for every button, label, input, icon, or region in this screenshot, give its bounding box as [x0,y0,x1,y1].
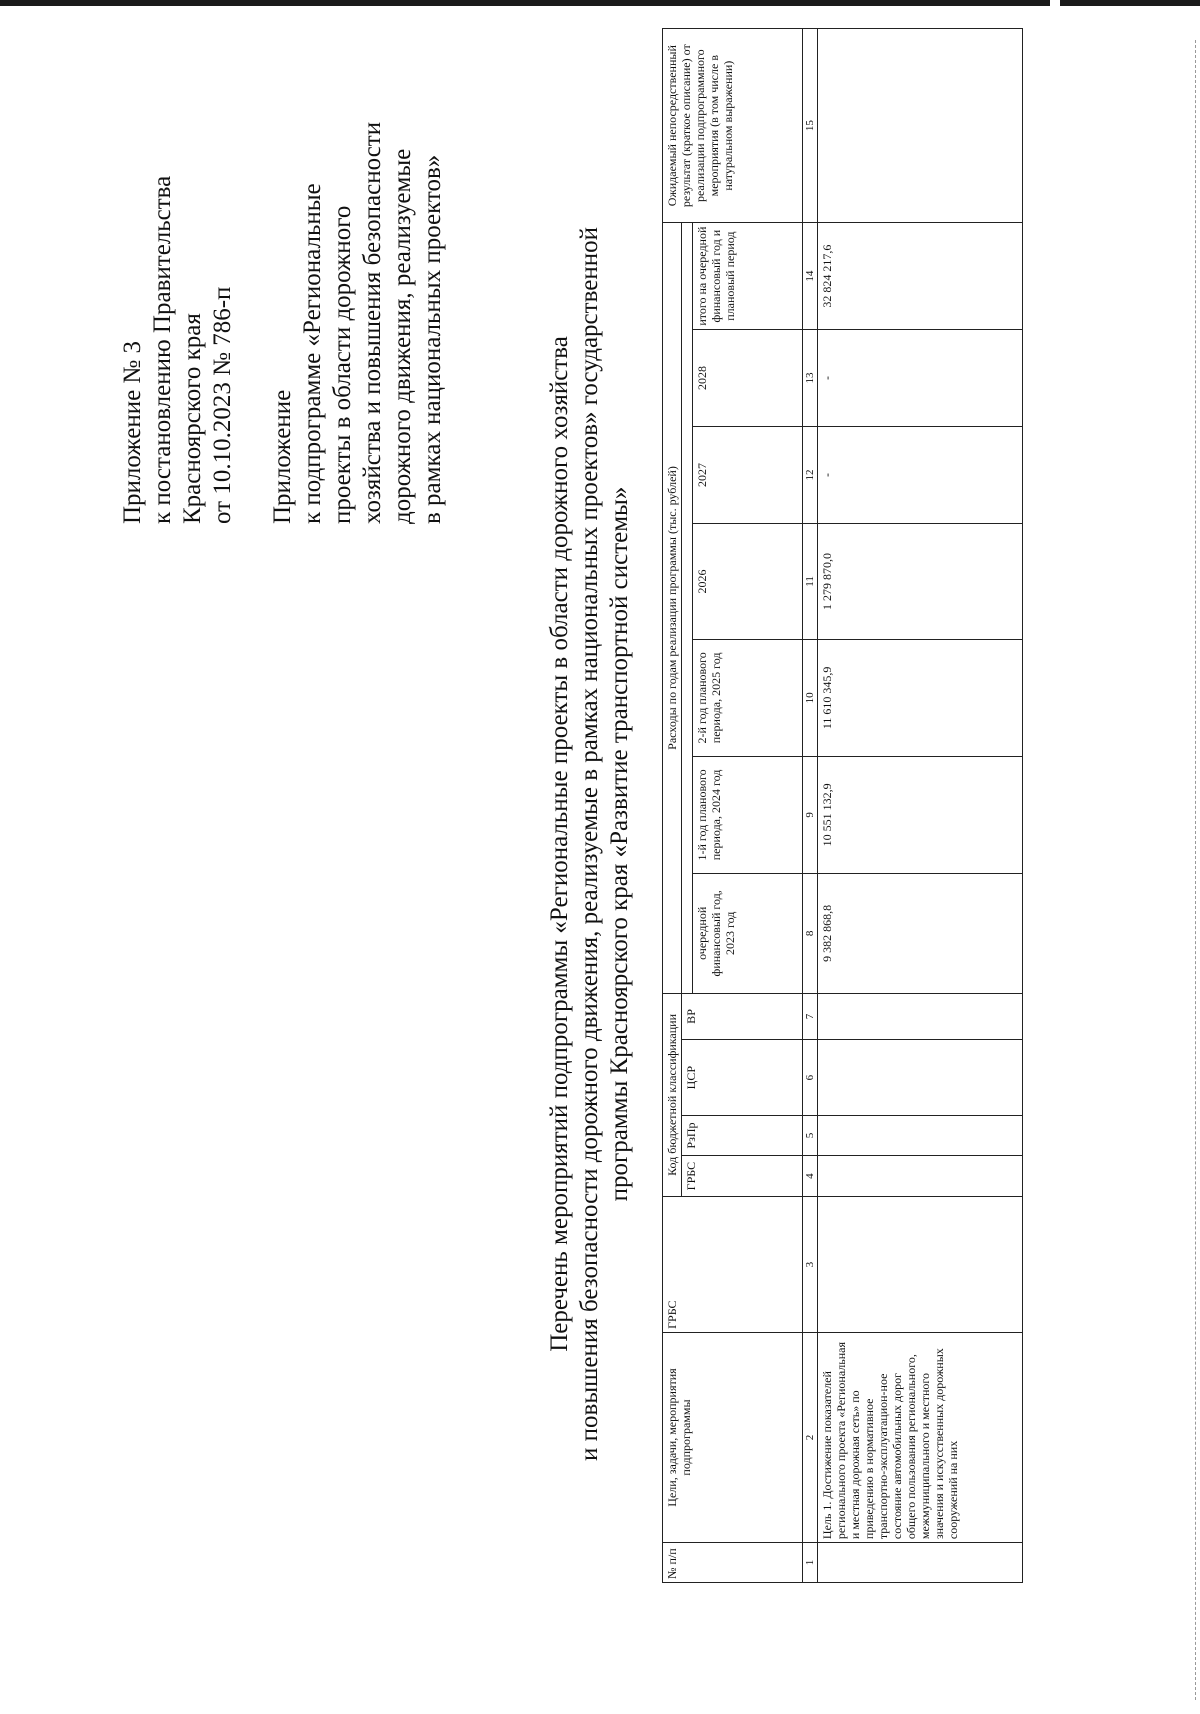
header-csr: ЦСР [682,1040,803,1116]
appendix2-line: к подпрограмме «Региональные [299,183,326,524]
cell-csr [818,1040,1023,1116]
header-total: итого на очередной финансовый год и плановый период [693,223,803,330]
header-2027: 2027 [693,426,803,523]
header-expenses-spacer [682,223,693,993]
title-line: программы Красноярского края «Развитие транспортной системы» [606,486,633,1202]
appendix2-line: хозяйства и повышения безопасности [359,121,386,524]
measures-table [662,28,1023,1583]
appendix2-line: Приложение [269,389,296,524]
table-row [818,29,1023,1583]
column-number: 13 [803,329,818,426]
title-line: и повышения безопасности дорожного движения, реализуемые в рамках национальных проектов» государственной [576,227,603,1461]
column-number: 10 [803,639,818,756]
header-result: Ожидаемый непосредственный результат (краткое описание) от реализации подпрограммного мероприятия (в том числе в натуральном выражении) [663,29,803,223]
header-grbs: ГРБС [663,1197,803,1333]
header-rzpr: РзПр [682,1116,803,1156]
cell-rzpr [818,1116,1023,1156]
cell-2028: - [818,329,1023,426]
cell-num [818,1543,1023,1583]
column-number: 12 [803,426,818,523]
column-number: 3 [803,1197,818,1333]
header-2028: 2028 [693,329,803,426]
column-number: 6 [803,1040,818,1116]
header-expenses: Расходы по годам реализации программы (тыс. рублей) [663,223,682,993]
header-vr: ВР [682,993,803,1040]
column-number: 15 [803,29,818,223]
column-number: 1 [803,1543,818,1583]
appendix-line: к постановлению Правительства [149,175,176,524]
column-number: 14 [803,223,818,330]
cell-2026: 1 279 870,0 [818,524,1023,640]
column-number: 5 [803,1116,818,1156]
cell-2025: 11 610 345,9 [818,639,1023,756]
document-title [545,64,635,1624]
header-2026: 2026 [693,524,803,640]
column-number: 4 [803,1155,818,1196]
header-num: № п/п [663,1543,803,1583]
header-2024: 1-й год планового периода, 2024 год [693,756,803,873]
column-number: 9 [803,756,818,873]
header-budget-code: Код бюджетной классификации [663,993,682,1197]
header-2025: 2-й год планового периода, 2025 год [693,639,803,756]
appendix-line: от 10.10.2023 № 786-п [209,286,236,524]
cell-total: 32 824 217,6 [818,223,1023,330]
column-number: 8 [803,873,818,993]
subprogram-appendix-header [268,4,448,524]
column-number: 11 [803,524,818,640]
column-number: 2 [803,1332,818,1542]
cell-vr [818,993,1023,1040]
appendix-line: Приложение № 3 [119,340,146,524]
header-2023: очередной финансовый год, 2023 год [693,873,803,993]
header-grbs-sub: ГРБС [682,1155,803,1196]
column-number: 7 [803,993,818,1040]
cell-result [818,29,1023,223]
cell-2027: - [818,426,1023,523]
header-goal: Цели, задачи, мероприятия подпрограммы [663,1332,803,1542]
column-numbers-row [803,29,818,1583]
appendix-header [118,14,238,524]
cell-2023: 9 382 868,8 [818,873,1023,993]
cell-grbs-sub [818,1155,1023,1196]
cell-grbs [818,1197,1023,1333]
appendix-line: Красноярского края [179,313,206,524]
appendix2-line: проекты в области дорожного [329,205,356,524]
cell-2024: 10 551 132,9 [818,756,1023,873]
title-line: Перечень мероприятий подпрограммы «Региональные проекты в области дорожного хозяйства [546,336,573,1352]
appendix2-line: дорожного движения, реализуемые [389,148,416,524]
cell-goal: Цель 1. Достижение показателей регионального проекта «Региональная и местная дорожная сеть» по приведению в нормативное транспортно-эксплуатацион-ное состояние автомобильных дорог общего пользования регионального, межмуниципального и местного значения и искусственных дорожных сооружений на них [818,1332,1023,1542]
appendix2-line: в рамках национальных проектов» [419,154,446,524]
